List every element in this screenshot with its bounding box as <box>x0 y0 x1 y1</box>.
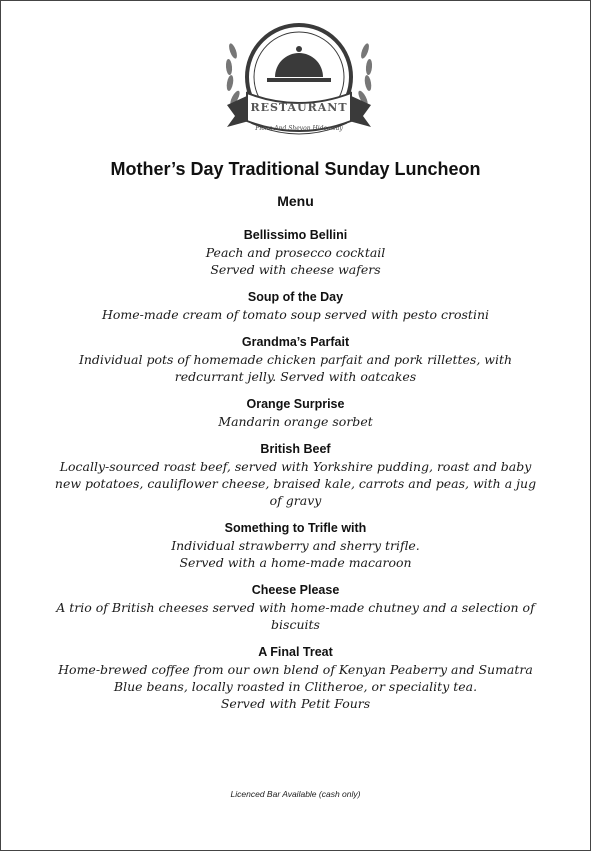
course-description-line: Blue beans, locally roasted in Clitheroe, or speciality tea. <box>113 679 478 694</box>
course-item <box>21 582 570 633</box>
course-name: Soup of the Day <box>247 290 344 304</box>
course-description-line: Home-made cream of tomato soup served with pesto crostini <box>102 307 489 322</box>
course-item <box>21 644 570 712</box>
course-item <box>21 441 570 509</box>
restaurant-logo <box>219 17 379 147</box>
course-description-line: new potatoes, cauliflower cheese, braised kale, carrots and peas, with a jug <box>54 476 537 491</box>
course-name: British Beef <box>260 442 331 456</box>
course-item <box>21 334 570 385</box>
course-item <box>21 289 570 323</box>
course-name: Cheese Please <box>251 583 340 597</box>
course-description-line: Served with cheese wafers <box>210 262 381 277</box>
course-description-line: redcurrant jelly. Served with oatcakes <box>174 369 417 384</box>
course-name: Bellissimo Bellini <box>243 228 348 242</box>
course-description-line: Mandarin orange sorbet <box>218 414 373 429</box>
course-description-line: Served with a home-made macaroon <box>179 555 412 570</box>
course-name: Grandma’s Parfait <box>241 335 350 349</box>
course-description-line: biscuits <box>271 617 320 632</box>
logo-tagline: Fiona And Shevon Hideaway <box>255 125 343 132</box>
course-item <box>21 396 570 430</box>
course-description-line: Locally-sourced roast beef, served with Yorkshire pudding, roast and baby <box>59 459 532 474</box>
course-description-line: of gravy <box>269 493 322 508</box>
course-description-line: Peach and prosecco cocktail <box>205 245 386 260</box>
course-item <box>21 520 570 571</box>
course-description-line: Home-brewed coffee from our own blend of Kenyan Peaberry and Sumatra <box>58 662 533 677</box>
course-item <box>21 227 570 278</box>
course-description-line: Served with Petit Fours <box>220 696 371 711</box>
logo-name: RESTAURANT <box>250 101 348 114</box>
course-description-line: A trio of British cheeses served with home-made chutney and a selection of <box>56 600 535 615</box>
course-description-line: Individual strawberry and sherry trifle. <box>171 538 420 553</box>
menu-heading: Menu <box>277 193 314 209</box>
course-description-line: Individual pots of homemade chicken parfait and pork rillettes, with <box>78 352 513 367</box>
licence-note: Licenced Bar Available (cash only) <box>230 789 361 799</box>
page-title: Mother’s Day Traditional Sunday Luncheon <box>110 159 481 179</box>
course-name: Orange Surprise <box>246 397 345 411</box>
course-list <box>21 227 570 723</box>
course-name: Something to Trifle with <box>224 521 367 535</box>
course-name: A Final Treat <box>258 645 333 659</box>
